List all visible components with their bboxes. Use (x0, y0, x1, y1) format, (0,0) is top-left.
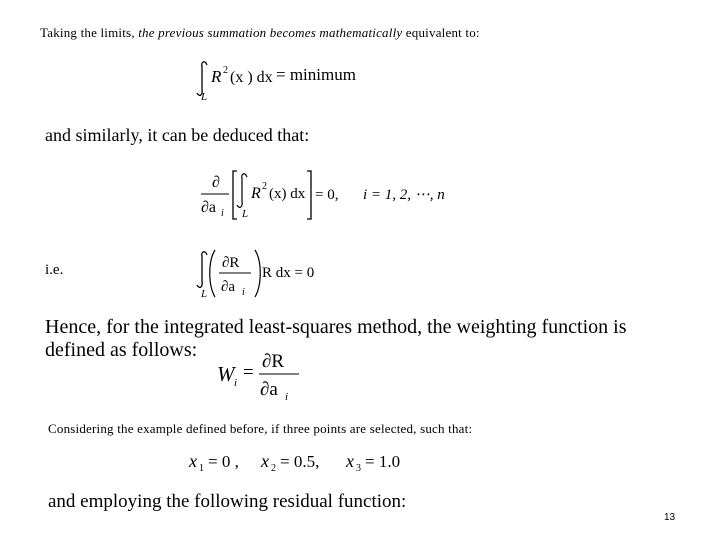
eq4-den-sub: i (285, 391, 289, 403)
ie-text: i.e. (45, 262, 64, 278)
eq2-den: ∂a (201, 199, 217, 216)
eq4-den: ∂a (260, 379, 278, 400)
eq4-equals: = (243, 362, 254, 383)
equation-points (185, 448, 425, 476)
eq3-tail: R dx = 0 (262, 265, 315, 281)
eq1-equals: = minimum (276, 65, 356, 84)
eq2-sup: 2 (262, 181, 267, 192)
eq3-den-sub: i (242, 287, 245, 298)
considering-text: Considering the example defined before, if three points are selected, such that: (48, 421, 473, 436)
employing-text: and employing the following residual function: (48, 491, 407, 512)
eq2-num: ∂ (212, 174, 220, 191)
eq1-integrand: R (211, 67, 222, 86)
intro-suffix: equivalent to: (402, 25, 480, 40)
eq2-range: i = 1, 2, ⋯, n (363, 187, 445, 203)
eq2-den-sub: i (221, 208, 224, 219)
eq3-den: ∂a (221, 279, 236, 295)
eq1-arg: (x ) dx (230, 69, 273, 86)
eq4-lhs-sub: i (234, 377, 238, 389)
eq5-s3: 3 (356, 463, 361, 474)
similarly-text: and similarly, it can be deduced that: (45, 125, 310, 145)
eq2-lower: L (242, 208, 249, 220)
eq3-lower: L (201, 288, 208, 300)
eq1-sup: 2 (223, 65, 228, 76)
eq5-x2: x (261, 451, 269, 471)
eq5-s2: 2 (271, 463, 276, 474)
eq2-integrand: R (251, 185, 261, 202)
equation-weighting-function (215, 345, 325, 403)
eq4-lhs: W (217, 362, 235, 386)
eq5-v3: = 1.0 (365, 452, 401, 471)
eq5-v1: = 0 , (208, 452, 239, 471)
intro-line (40, 25, 480, 41)
eq2-equals: = 0, (315, 187, 339, 203)
eq5-x1: x (189, 451, 197, 471)
intro-italic: the previous summation becomes mathematically (138, 25, 403, 40)
equation-derivative-integral (195, 165, 465, 225)
eq5-s1: 1 (199, 463, 204, 474)
eq5-x3: x (346, 451, 354, 471)
eq4-num: ∂R (262, 351, 285, 372)
eq1-lower: L (201, 91, 208, 103)
eq5-v2: = 0.5, (280, 452, 320, 471)
eq3-num: ∂R (222, 255, 240, 271)
page-number: 13 (664, 512, 676, 523)
intro-prefix: Taking the limits, (40, 25, 139, 40)
equation-residual-integral (195, 245, 335, 303)
equation-integral-minimum (195, 58, 395, 104)
hence-paragraph: Hence, for the integrated least-squares method, the weighting function is defined as follows: (45, 316, 627, 361)
eq2-arg: (x) dx (269, 186, 306, 202)
